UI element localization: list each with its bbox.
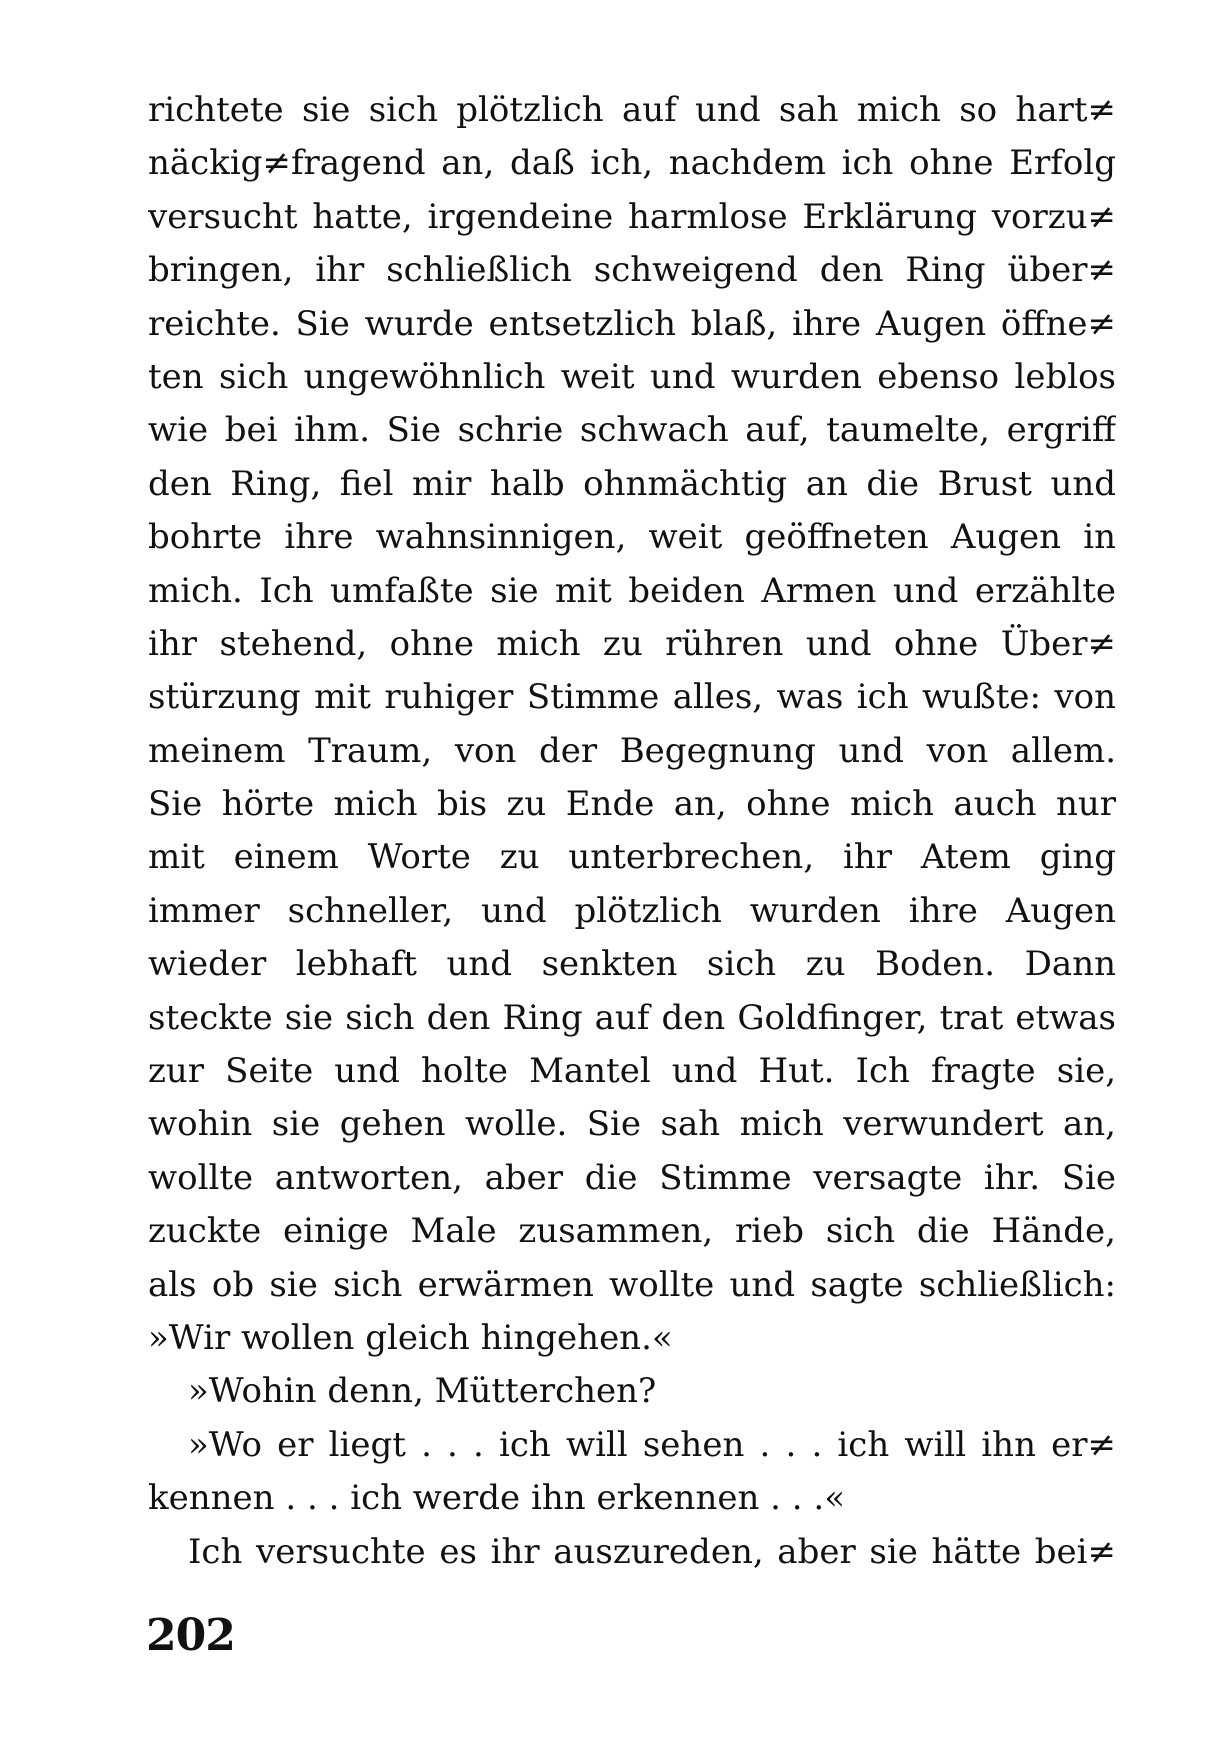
text-line: versucht hatte, irgendeine harmlose Erklärung vorzu≠: [148, 196, 1116, 237]
text-line: wie bei ihm. Sie schrie schwach auf, taumelte, ergriff: [148, 410, 1116, 451]
text-line: kennen . . . ich werde ihn erkennen . . .«: [148, 1478, 846, 1519]
text-line: wollte antworten, aber die Stimme versagte ihr. Sie: [148, 1157, 1116, 1198]
text-line: mit einem Worte zu unterbrechen, ihr Atem ging: [148, 837, 1116, 878]
text-line: Sie hörte mich bis zu Ende an, ohne mich auch nur: [148, 784, 1116, 825]
text-line: richtete sie sich plötzlich auf und sah mich so hart≠: [148, 90, 1116, 130]
text-line: ihr stehend, ohne mich zu rühren und ohne Über≠: [148, 623, 1116, 664]
text-line: zuckte einige Male zusammen, rieb sich die Hände,: [148, 1211, 1116, 1252]
text-line: mich. Ich umfaßte sie mit beiden Armen und erzählte: [148, 570, 1116, 611]
page-number: 202: [146, 1610, 235, 1661]
text-line: stürzung mit ruhiger Stimme alles, was ich wußte: von: [148, 677, 1116, 718]
text-line: den Ring, fiel mir halb ohnmächtig an die Brust und: [148, 463, 1116, 504]
text-line: zur Seite und holte Mantel und Hut. Ich fragte sie,: [148, 1051, 1116, 1092]
text-line: »Wir wollen gleich hingehen.«: [148, 1317, 673, 1358]
text-line: »Wohin denn, Mütterchen?: [188, 1371, 657, 1412]
text-line: bringen, ihr schließlich schweigend den Ring über≠: [148, 250, 1116, 291]
text-line: wieder lebhaft und senkten sich zu Boden. Dann: [148, 944, 1116, 985]
text-line: steckte sie sich den Ring auf den Goldfinger, trat etwas: [148, 997, 1116, 1038]
text-line: ten sich ungewöhnlich weit und wurden ebenso leblos: [148, 356, 1116, 397]
text-line: wohin sie gehen wolle. Sie sah mich verwundert an,: [148, 1104, 1116, 1145]
text-line: »Wo er liegt . . . ich will sehen . . . ich will ihn er≠: [188, 1424, 1116, 1465]
text-line: immer schneller, und plötzlich wurden ihre Augen: [148, 890, 1116, 931]
text-line: näckig≠fragend an, daß ich, nachdem ich ohne Erfolg: [148, 143, 1116, 184]
text-line: als ob sie sich erwärmen wollte und sagte schließlich:: [148, 1264, 1116, 1305]
text-line: bohrte ihre wahnsinnigen, weit geöffneten Augen in: [148, 517, 1116, 558]
text-line: Ich versuchte es ihr auszureden, aber sie hätte bei≠: [188, 1531, 1116, 1572]
text-line: reichte. Sie wurde entsetzlich blaß, ihre Augen öffne≠: [148, 303, 1116, 344]
body-text: [148, 84, 1116, 1579]
text-line: meinem Traum, von der Begegnung und von allem.: [148, 730, 1116, 771]
